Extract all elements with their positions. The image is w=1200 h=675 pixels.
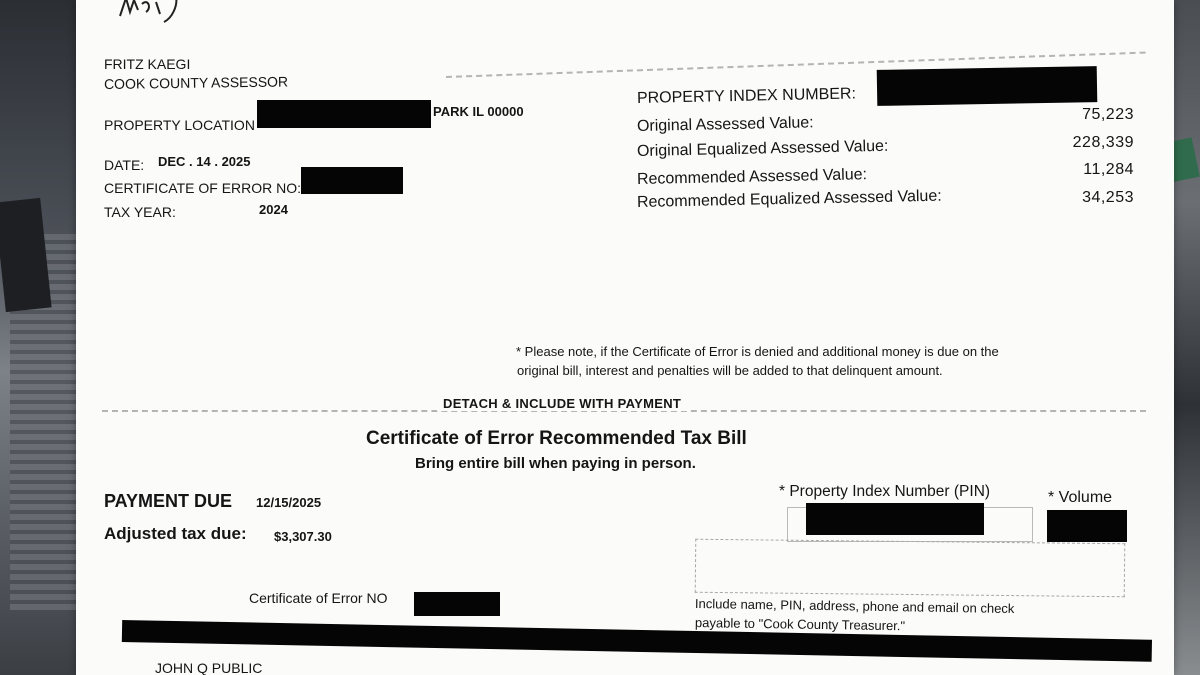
recommended-equalized-label: Recommended Equalized Assessed Value: xyxy=(636,187,942,211)
assessor-signature xyxy=(116,0,236,24)
redacted-pin xyxy=(877,66,1098,106)
recommended-assessed-label: Recommended Assessed Value: xyxy=(636,166,868,188)
pin-box-label: * Property Index Number (PIN) xyxy=(779,483,991,500)
addressee-name: JOHN Q PUBLIC xyxy=(155,660,263,675)
original-equalized-value: 228,339 xyxy=(1072,134,1134,151)
background-object xyxy=(0,198,52,312)
detach-label: DETACH & INCLUDE WITH PAYMENT xyxy=(437,396,687,411)
original-assessed-label: Original Assessed Value: xyxy=(636,114,814,135)
tax-bill-document xyxy=(76,0,1174,675)
redacted-bill-pin xyxy=(806,503,984,535)
adjusted-tax-label: Adjusted tax due: xyxy=(104,524,247,543)
include-instructions-2: payable to "Cook County Treasurer." xyxy=(694,615,906,634)
date-label: DATE: xyxy=(104,157,145,173)
assessor-office: COOK COUNTY ASSESSOR xyxy=(103,73,289,92)
redacted-bar xyxy=(122,620,1152,662)
redacted-address xyxy=(257,100,431,128)
redacted-certificate-number xyxy=(301,167,403,194)
pin-label: PROPERTY INDEX NUMBER: xyxy=(636,85,857,107)
tax-year-label: TAX YEAR: xyxy=(104,204,176,220)
check-info-box xyxy=(695,539,1126,597)
note-line-2: original bill, interest and penalties will be added to that delinquent amount. xyxy=(517,363,943,378)
assessor-name: FRITZ KAEGI xyxy=(104,56,191,72)
tax-year-value: 2024 xyxy=(259,202,288,217)
adjusted-tax-value: $3,307.30 xyxy=(274,529,332,544)
payment-due-label: PAYMENT DUE xyxy=(104,491,233,511)
bill-subtitle: Bring entire bill when paying in person. xyxy=(415,455,696,472)
note-line-1: * Please note, if the Certificate of Error is denied and additional money is due on the xyxy=(516,344,999,359)
volume-box-label: * Volume xyxy=(1048,489,1113,506)
include-instructions-1: Include name, PIN, address, phone and email on check xyxy=(694,596,1015,617)
payment-due-date: 12/15/2025 xyxy=(256,495,322,510)
redacted-volume xyxy=(1047,510,1127,542)
bill-title: Certificate of Error Recommended Tax Bill xyxy=(366,428,747,449)
redacted-cert-no xyxy=(414,592,500,616)
original-assessed-value: 75,223 xyxy=(1082,106,1134,123)
recommended-equalized-value: 34,253 xyxy=(1082,189,1134,206)
cert-no-label: Certificate of Error NO xyxy=(249,590,388,606)
property-location-suffix: PARK IL 00000 xyxy=(433,104,524,119)
recommended-assessed-value: 11,284 xyxy=(1083,161,1134,178)
date-value: DEC . 14 . 2025 xyxy=(158,154,251,169)
original-equalized-label: Original Equalized Assessed Value: xyxy=(636,137,889,160)
certificate-label: CERTIFICATE OF ERROR NO: xyxy=(104,180,302,196)
property-location-label: PROPERTY LOCATION xyxy=(104,117,255,133)
